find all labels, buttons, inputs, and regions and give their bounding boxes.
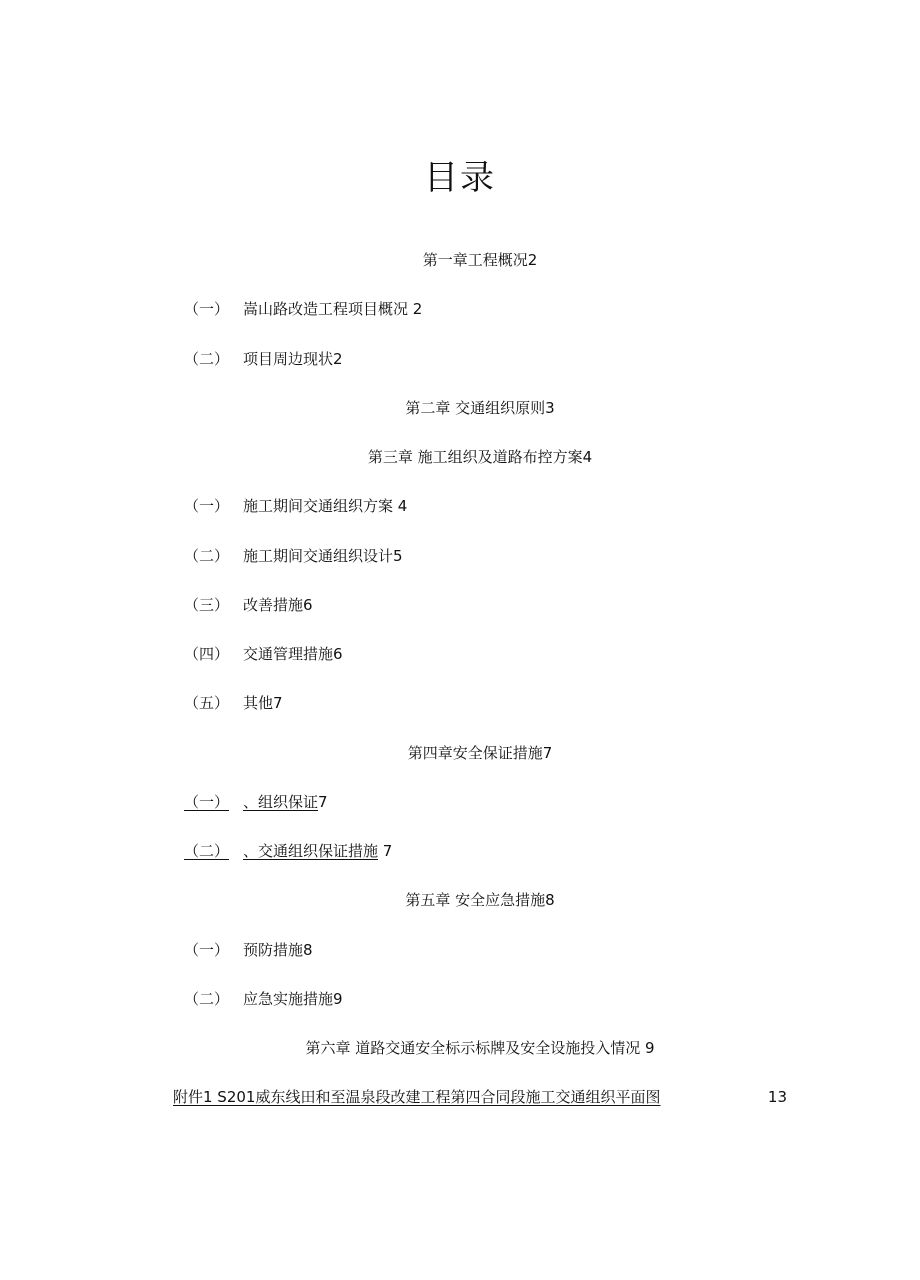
- toc-appendix-1[interactable]: [173, 1087, 787, 1107]
- toc-entry-text: 嵩山路改造工程项目概况 2: [243, 300, 423, 318]
- toc-chapter-1[interactable]: 第一章工程概况2: [422, 251, 538, 269]
- toc-entry-3-2[interactable]: [184, 546, 403, 566]
- toc-entry-number: （三）: [184, 596, 230, 614]
- toc-entry-number: （一）: [184, 793, 230, 811]
- toc-appendix-text: 附件1 S201威东线田和至温泉段改建工程第四合同段施工交通组织平面图: [173, 1088, 661, 1106]
- toc-entry-number: （一）: [184, 941, 230, 959]
- toc-entry-text: 应急实施措施9: [243, 990, 343, 1008]
- toc-entry-text: 施工期间交通组织方案 4: [243, 497, 408, 515]
- toc-chapter-4[interactable]: 第四章安全保证措施7: [407, 744, 553, 762]
- toc-entry-3-3[interactable]: [184, 595, 313, 615]
- toc-entry-number: （一）: [184, 497, 230, 515]
- toc-entry-number: （五）: [184, 694, 230, 712]
- toc-title: 目录: [424, 158, 496, 198]
- toc-entry-4-2[interactable]: [184, 841, 392, 861]
- toc-entry-1-1[interactable]: [184, 299, 422, 319]
- toc-entry-page: 7: [318, 793, 328, 811]
- toc-entry-text: 其他7: [243, 694, 283, 712]
- toc-entry-text: 交通管理措施6: [243, 645, 343, 663]
- toc-chapter-3[interactable]: 第三章 施工组织及道路布控方案4: [367, 448, 593, 466]
- toc-entry-4-1[interactable]: [184, 792, 328, 812]
- toc-entry-number: （一）: [184, 300, 230, 318]
- toc-appendix-page: 13: [767, 1088, 787, 1106]
- toc-entry-page: 7: [378, 842, 393, 860]
- toc-entry-number: （二）: [184, 990, 230, 1008]
- toc-chapter-5[interactable]: 第五章 安全应急措施8: [405, 891, 555, 909]
- toc-entry-3-1[interactable]: [184, 496, 407, 516]
- toc-entry-number: （四）: [184, 645, 230, 663]
- toc-entry-1-2[interactable]: [184, 349, 343, 369]
- toc-entry-5-1[interactable]: [184, 940, 313, 960]
- toc-chapter-2[interactable]: 第二章 交通组织原则3: [405, 399, 555, 417]
- toc-entry-text: 、组织保证: [243, 793, 319, 811]
- toc-entry-text: 施工期间交通组织设计5: [243, 547, 403, 565]
- toc-chapter-6[interactable]: 第六章 道路交通安全标示标牌及安全设施投入情况 9: [305, 1039, 655, 1057]
- toc-entry-3-5[interactable]: [184, 693, 283, 713]
- toc-entry-text: 项目周边现状2: [243, 350, 343, 368]
- toc-entry-number: （二）: [184, 547, 230, 565]
- toc-entry-3-4[interactable]: [184, 644, 343, 664]
- toc-entry-text: 改善措施6: [243, 596, 313, 614]
- toc-entry-text: 、交通组织保证措施: [243, 842, 379, 860]
- toc-entry-text: 预防措施8: [243, 941, 313, 959]
- toc-entry-number: （二）: [184, 842, 230, 860]
- toc-entry-5-2[interactable]: [184, 989, 343, 1009]
- toc-entry-number: （二）: [184, 350, 230, 368]
